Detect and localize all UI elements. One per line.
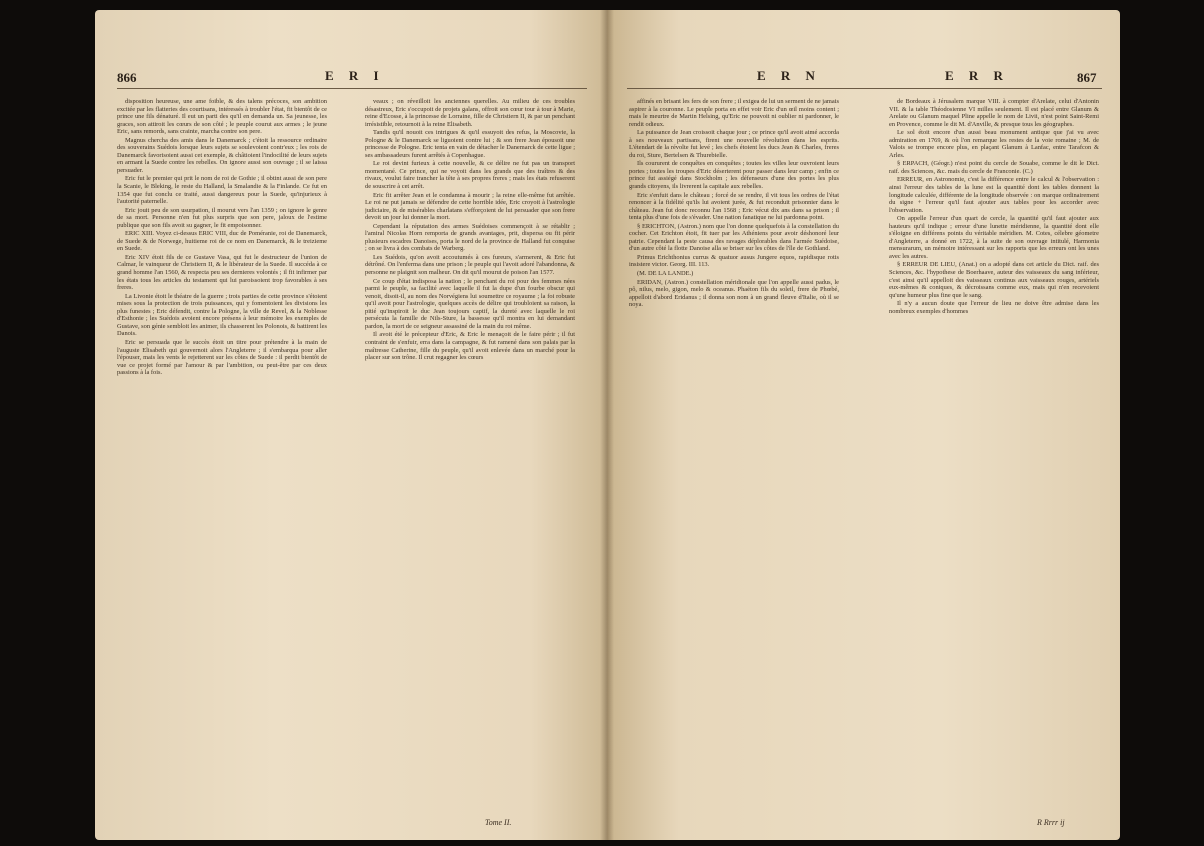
text-paragraph: Eric fut le premier qui prit le nom de roi de Gothie ; il obtint aussi de son pere la Scanie, le Bleking, le reste du Halland, la Smalandie & la Finlande. Ce fut en 1354 que fut conclu ce traité, aussi dangereux pour la Suede, qu'injurieux à l'autorité paternelle. <box>117 175 327 206</box>
text-paragraph: Ils coururent de conquêtes en conquêtes ; toutes les villes leur ouvroient leurs portes ; toutes les troupes d'Eric déserterent pour passer dans leur camp ; enfin ce prince fut assiégé dans Stockholm ; les défenseurs d'une des portes les plus grands citoyens, ils livrerent la capitale aux rebelles. <box>629 160 839 191</box>
running-head-right-1: E R N <box>757 68 821 83</box>
text-paragraph: Magnus chercha des amis dans le Danemarck ; c'étoit la ressource ordinaire des souverains Suédois lorsque leurs sujets se soulevoient contr'eux ; les rois de Danemarck favorisoient aussi cet exemple, & châtioient l'indocilité de leurs sujets en armant la Suede contre les rebelles. On ignore aussi son ouvrage ; il se laissa persuader. <box>117 136 327 174</box>
text-paragraph: Les Suédois, qu'on avoit accoutumés à ces fureurs, s'armerent, & Eric fut détrôné. On l'enferma dans une prison ; le peuple qui l'avoit adoré l'abandonna, & personne ne plaignit son malheur. On dit qu'il mourut de poison l'an 1577. <box>365 253 575 277</box>
book-gutter <box>600 10 614 840</box>
text-paragraph: Le roi devint furieux à cette nouvelle, & ce délire ne fut pas un transport momentané. Ce prince, qui ne voyoit dans les grands que des traîtres & des rivaux, voulut faire trancher la tête à ses propres freres ; mais les états refuserent de souscrire à cet arrêt. <box>365 160 575 191</box>
running-head-left: E R I <box>325 68 385 83</box>
text-paragraph: La Livonie étoit le théatre de la guerre ; trois parties de cette province s'étoient mises sous la protection de trois puissances, qui y fomentoient les divisions les plus funestes ; Eric défendit, contre la Pologne, la ville de Revel, & la Noblesse d'Esthonie ; les Suédois avoient encore présens à leur mémoire les exemples de Gustave, son génie sembloit les animer, ils chasserent les Polonois, & battirent les Danois. <box>117 292 327 338</box>
running-head-right-2: E R R <box>945 68 1009 83</box>
text-paragraph: Tandis qu'il nouoit ces intrigues & qu'il essuyoit des refus, la Moscovie, la Pologne & le Danemarck se liguoient contre lui ; & son frere Jean épousoit une princesse de Pologne. Eric tenta en vain de détacher le Danemarck de cette ligue ; ses ambassadeurs furent arrêtés à Copenhague. <box>365 129 575 159</box>
right-column-2 <box>889 98 1099 808</box>
text-paragraph: Eric fit arrêter Jean et le condamna à mourir ; la reine elle-même fut arrêtée. Le roi ne put jamais se défendre de cette horrible idée, Eric croyoit à l'astrologie judiciaire, & de misérables charlatans s'efforçoient de lui persuader que son frere devoit un jour lui donner la mort. <box>365 191 575 222</box>
header-rule <box>117 88 587 89</box>
text-paragraph: Eric s'enfuit dans le château ; forcé de se rendre, il vit tous les ordres de l'état renoncer à la fidélité qu'ils lui avoient jurée, & fut reconduit prisonnier dans le château. Jean fut donc reconnu l'an 1568 ; Eric vécut dix ans dans sa prison ; il tenta plus d'une fois de s'évader. Une nation fanatique ne lui pardonna point. <box>629 191 839 222</box>
text-paragraph: ERIDAN, (Astron.) constellation méridionale que l'on appelle aussi padus, le pô, nilus, melo, gigon, melo & oceanus. Phaéton fils du soleil, frere de Phœbé, appelloit d'abord Eridanus ; il donna son nom à un grand fleuve d'Italie, où il se noya. <box>629 278 839 309</box>
page-number-left: 866 <box>117 70 137 85</box>
text-paragraph: Eric jouit peu de son usurpation, il mourut vers l'an 1359 ; on ignore le genre de sa mort. Personne n'en fut plus surpris que son pere, jaloux de l'estime publique que son fils avoit su gagner, le fit empoisonner. <box>117 206 327 229</box>
text-paragraph: de Bordeaux à Jérusalem marque VIII. à compter d'Arelate, celui d'Antonin VII. & la table Théodosienne VI milles seulement. Il est placé entre Glanum & Arelate ou Glanum maquel Pline appelle le nom de Livii, n'est point Saint-Remi en Provence, comme le dit M. d'Anville, & presque tous les géographes. <box>889 98 1099 128</box>
text-paragraph: La puissance de Jean croissoit chaque jour ; ce prince qu'il avoit aimé accorda à ses nouveaux partisans, firent une nouvelle révolution dans les esprits. L'étendart de la révolte fut levé ; les chefs étoient les ducs Jean & Charles, freres du roi, Sture, Bertelsen & Thurebielle. <box>629 129 839 159</box>
signature-mark-right: R Rrrr ij <box>1037 818 1065 827</box>
text-paragraph: § ERPACH, (Géogr.) n'est point du cercle de Souabe, comme le dit le Dict. raif. des Sciences, &c. mais du cercle de Franconie. (C.) <box>889 160 1099 175</box>
text-paragraph: Le sol étoit encore d'un aussi beau monument antique que j'ai vu avec admiration en 1769, & où l'on remarque les restes de la voie romaine ; M. de Valois se trompe encore plus, en plaçant Glanum à Lanfac, entre Tarafcon & Arles. <box>889 129 1099 159</box>
text-paragraph: Il avoit été le précepteur d'Eric, & Eric le menaçoit de le faire périr ; il fut contraint de s'enfuir, erra dans la campagne, & fut ramené dans son palais par la maîtresse Catherine, fille du peuple, qu'il avoit enlevée dans un marché pour la placer sur son trône. Il crut regagner les cœurs <box>365 331 575 362</box>
left-column-1 <box>117 98 327 808</box>
text-paragraph: Ce coup d'état indisposa la nation ; le penchant du roi pour des femmes nées parmi le peuple, sa facilité avec laquelle il fut la dupe d'un fourbe obscur qui venoit, disoit-il, au nom des Norvégiens lui soumettre ce royaume ; la foi robuste qu'il avoit pour l'astrologie, quelques accès de délire qui troubloient sa raison, la pitié qu'inspiroit le duc Jean toujours captif, la dureté avec laquelle le roi persécuta la famille de Nils-Sture, la bassesse qu'il montra en lui demandant pardon, la mort de ce seigneur assassiné de la main du roi même. <box>365 277 575 330</box>
header-rule <box>627 88 1102 89</box>
left-page <box>95 10 607 840</box>
open-book <box>95 10 1120 840</box>
text-paragraph: Eric se persuada que le succès étoit un titre pour prétendre à la main de l'auguste Elisabeth qui gouvernoit alors l'Angleterre ; il s'embarqua pour aller l'épouser, mais les vents le rejetterent sur les côtes de Suede : il perdit bientôt de vue ce projet formé par l'amour & par l'ambition, ou peut-être par ces deux passions à la fois. <box>117 338 327 377</box>
text-paragraph: ERIC XIII. Voyez ci-dessus ERIC VIII, duc de Poméranie, roi de Danemarck, de Suede & de Norwege, huitieme roi de ce nom en Danemarck, & le treizieme en Suede. <box>117 230 327 253</box>
text-paragraph: § ERICHTON, (Astron.) nom que l'on donne quelquefois à la constellation du cocher. Cet Erichton étoit, fit tuer par les Athéniens pour avoir déshonoré leur patrie. Cependant la peste causa des ravages déplorables dans l'armée Suédoise, d'un autre côté la flotte Danoise alla se briser sur les côtes de l'île de Gothland. <box>629 222 839 253</box>
text-paragraph: disposition heureuse, une ame foible, & des talens précoces, son ambition excitée par les flatteries des courtisans, intéressés à troubler l'état, fit bientôt de ce prince une fils dénaturé. Il eut un parti des qu'il en demanda un. Sa jeunesse, les graces, son attiroit les cœurs de son côté ; le peuple courut aux armes ; le jeune Eric, sans remords, sans crainte, marcha contre son pere. <box>117 98 327 136</box>
signature-mark-left: Tome II. <box>485 818 512 827</box>
right-column-1 <box>629 98 839 808</box>
page-number-right: 867 <box>1077 70 1097 85</box>
right-page <box>607 10 1120 840</box>
text-paragraph: On appelle l'erreur d'un quart de cercle, la quantité qu'il faut ajouter aux hauteurs qu'il indique ; erreur d'une lunette méridienne, la quantité dont elle s'éloigne en différens points du véritable méridien. M. Cotes, célebre géometre d'Angleterre, a donné en 1722, à la suite de son ouvrage intitulé, Harmonia mensurarum, un mémoire intéressant sur les rapports que les erreurs ont les unes avec les autres. <box>889 215 1099 260</box>
text-paragraph: Il n'y a aucun doute que l'erreur de lieu ne doive être admise dans les nombreux exemples d'hommes <box>889 300 1099 315</box>
text-paragraph: Primus Erichthonius currus & quatuor ausus Jungere equos, rapidisque rotis insistere victor. Georg. III. 113. <box>629 253 839 269</box>
text-paragraph: veaux ; on réveilloit les anciennes querelles. Au milieu de ces troubles désastreux, Eric s'occupoit de projets galans, offroit son cœur tour à tour à Marie, reine d'Ecosse, à la princesse de Lorraine, fille de Christiern II, & par un penchant irrésistible, retournoit à la reine Elisabeth. <box>365 98 575 128</box>
text-paragraph: affinés en brisant les fers de son frere ; il exigea de lui un serment de ne jamais aspirer à la couronne. Le peuple porta en effet voir Eric d'un œil moins content ; mais le meurtre de Martin Helsing, qu'Eric ne pouvoit ni oublier ni pardonner, le rendit odieux. <box>629 98 839 128</box>
text-paragraph: ERREUR, en Astronomie, c'est la différence entre le calcul & l'observation : ainsi l'erreur des tables de la lune est la quantité dont les tables donnent la longitude calculée, différente de la longitude observée : on marque ordinairement du signe + l'erreur qu'il faut ajouter aux tables pour les accorder avec l'observation. <box>889 176 1099 214</box>
text-paragraph: (M. DE LA LANDE.) <box>637 270 694 278</box>
text-paragraph: Eric XIV étoit fils de ce Gustave Vasa, qui fut le destructeur de l'union de Calmar, le vainqueur de Christiern II, & le libérateur de la Suede. Il succéda à ce grand homme l'an 1560, & respecta peu ses dernieres volontés ; il fit infirmer par les états tous les articles du testament qui lui paroissoient trop favorables à ses freres. <box>117 253 327 292</box>
text-paragraph: Cependant la réputation des armes Suédoises commençoit à se rétablir ; l'amiral Nicolas Horn remporta de grands avantages, prit, dispersa ou fit périr plusieurs escadres Danoises, porta le nord de la province de Halland fut conquise ; on se livra à des combats de Warberg. <box>365 222 575 253</box>
text-paragraph: § ERREUR DE LIEU, (Anat.) on a adopté dans cet article du Dict. raif. des Sciences, &c. l'hypothese de Boerhaave, auteur des vaisseaux du sang inférieur, c'est ainsi qu'il appelloit des vaisseaux continus aux vaisseaux rouges, artériels eux-mêmes & coniques, & décroissans comme eux, mais qui n'en recevoient qu'une humeur plus fine que le sang. <box>889 261 1099 299</box>
left-column-2 <box>365 98 575 808</box>
